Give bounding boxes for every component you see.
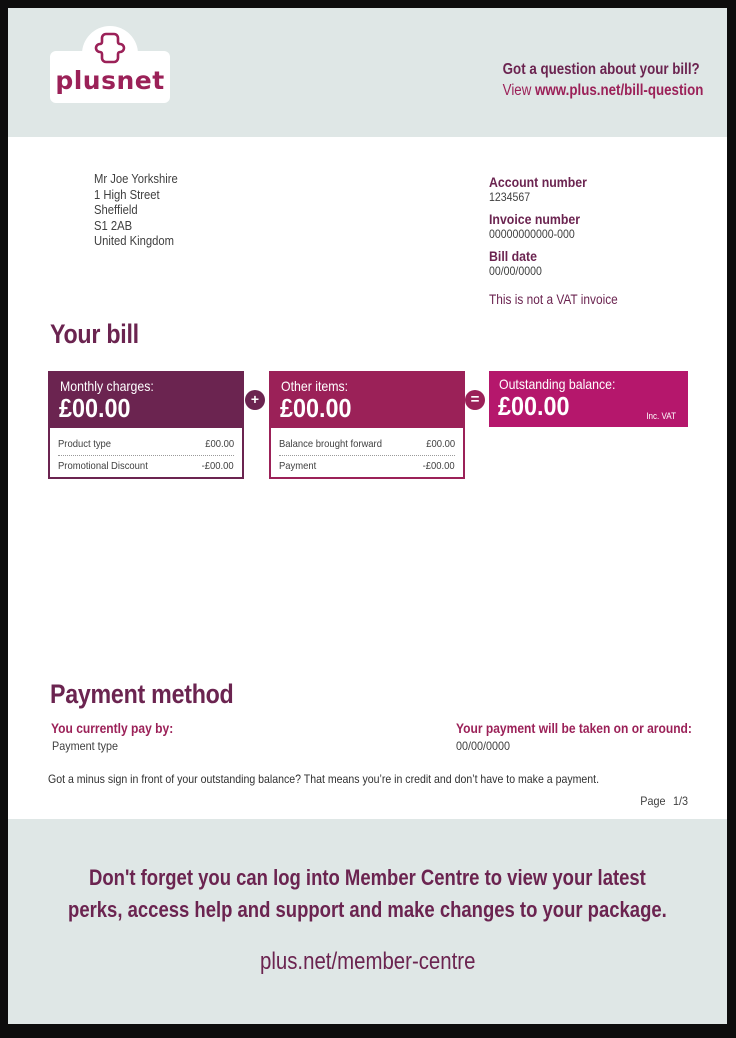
bill-page [8,8,727,1024]
line-item-value: £00.00 [205,438,234,450]
header-band [8,8,727,137]
logo-wordmark: plusnet [55,66,165,95]
bill-question-block [502,59,703,101]
payment-taken-label: Your payment will be taken on or around: [456,720,692,736]
account-details [489,174,618,307]
member-centre-link-wrap [8,948,727,976]
page-number: Page 1/3 [640,794,688,808]
line-item-label: Balance brought forward [279,438,382,450]
line-item [279,456,455,477]
equals-icon: = [465,390,485,410]
line-item-value: £00.00 [426,438,455,450]
pay-by-value: Payment type [52,739,119,753]
line-item-value: -£00.00 [201,460,234,472]
line-item [58,434,234,456]
plusnet-logo [50,26,170,103]
monthly-charges-label: Monthly charges: [60,378,154,394]
outstanding-balance-amount: £00.00 [498,391,570,421]
line-item-label: Promotional Discount [58,460,148,472]
account-number-value: 1234567 [489,190,531,204]
line-item-value: -£00.00 [422,460,455,472]
outstanding-balance-label: Outstanding balance: [499,376,616,392]
address-line: 1 High Street [94,187,160,202]
payment-method-heading: Payment method [50,679,234,709]
other-items-label: Other items: [281,378,349,394]
pay-by-label: You currently pay by: [51,720,174,736]
bill-question-link[interactable]: www.plus.net/bill-question [534,82,703,99]
member-centre-link[interactable]: plus.net/member-centre [259,948,476,975]
account-number-label: Account number [489,174,587,190]
monthly-charges-card [48,371,244,479]
outstanding-balance-card [489,371,688,427]
plus-icon: + [245,390,265,410]
payment-taken-date: 00/00/0000 [456,739,511,753]
line-item [279,434,455,456]
line-item [58,456,234,477]
bill-question-heading: Got a question about your bill? [502,61,700,78]
customer-address [94,172,178,250]
other-items-card [269,371,465,479]
view-prefix: View [502,82,531,99]
your-bill-heading: Your bill [50,319,139,349]
address-line: S1 2AB [94,218,133,233]
bill-date-value: 00/00/0000 [489,264,542,278]
invoice-number-value: 00000000000-000 [489,227,575,241]
address-line: Mr Joe Yorkshire [94,172,178,186]
line-item-label: Product type [58,438,112,450]
line-item-label: Payment [279,460,317,472]
promo-line: Don't forget you can log into Member Centre to view your latest [89,865,646,890]
bill-date-label: Bill date [489,248,537,264]
member-centre-promo [8,862,727,926]
vat-note: This is not a VAT invoice [489,292,618,307]
promo-line: perks, access help and support and make changes to your package. [68,897,667,922]
invoice-number-label: Invoice number [489,211,581,227]
address-line: Sheffield [94,203,138,217]
plus-cross-icon [94,32,126,64]
inc-vat-note: Inc. VAT [646,411,676,422]
other-items-amount: £00.00 [280,393,352,423]
monthly-charges-amount: £00.00 [59,393,131,423]
credit-note: Got a minus sign in front of your outstanding balance? That means you’re in credit and don’t have to make a payment. [48,772,600,786]
address-line: United Kingdom [94,234,175,248]
